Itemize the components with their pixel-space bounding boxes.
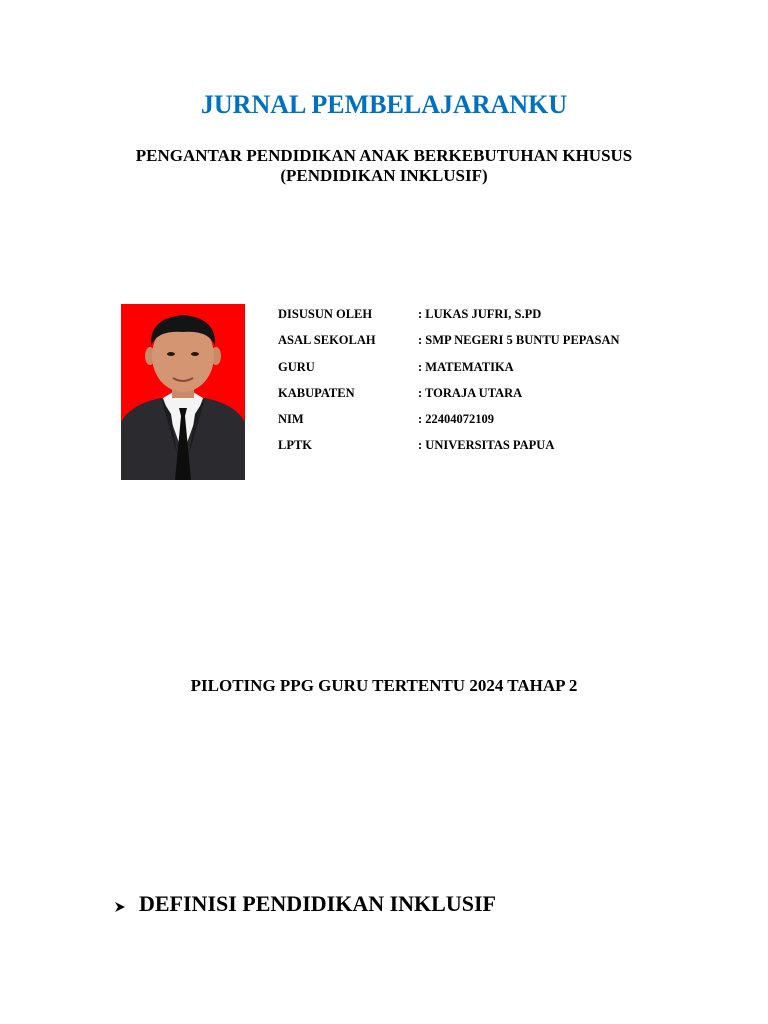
info-value: : 22404072109: [418, 412, 495, 427]
info-label: GURU: [278, 359, 315, 374]
document-subtitle: [0, 146, 768, 186]
info-label: ASAL SEKOLAH: [278, 333, 376, 348]
section-heading-text: DEFINISI PENDIDIKAN INKLUSIF: [139, 891, 496, 916]
document-title: JURNAL PEMBELAJARANKU: [200, 90, 568, 119]
info-value: : MATEMATIKA: [418, 359, 514, 374]
info-value: : UNIVERSITAS PAPUA: [418, 438, 555, 453]
program-title: PILOTING PPG GURU TERTENTU 2024 TAHAP 2: [190, 676, 578, 695]
info-value: : TORAJA UTARA: [418, 385, 523, 400]
info-value: : LUKAS JUFRI, S.PD: [418, 307, 542, 321]
info-label: DISUSUN OLEH: [278, 307, 373, 321]
info-label: LPTK: [278, 438, 313, 453]
arrow-bullet-icon: [114, 901, 126, 913]
subtitle-line-1: PENGANTAR PENDIDIKAN ANAK BERKEBUTUHAN KHUSUS: [135, 146, 633, 165]
info-label: KABUPATEN: [278, 385, 355, 400]
subtitle-line-2: (PENDIDIKAN INKLUSIF): [280, 166, 488, 185]
info-label: NIM: [278, 412, 304, 427]
info-value: : SMP NEGERI 5 BUNTU PEPASAN: [418, 333, 620, 348]
author-photo: [121, 304, 245, 480]
